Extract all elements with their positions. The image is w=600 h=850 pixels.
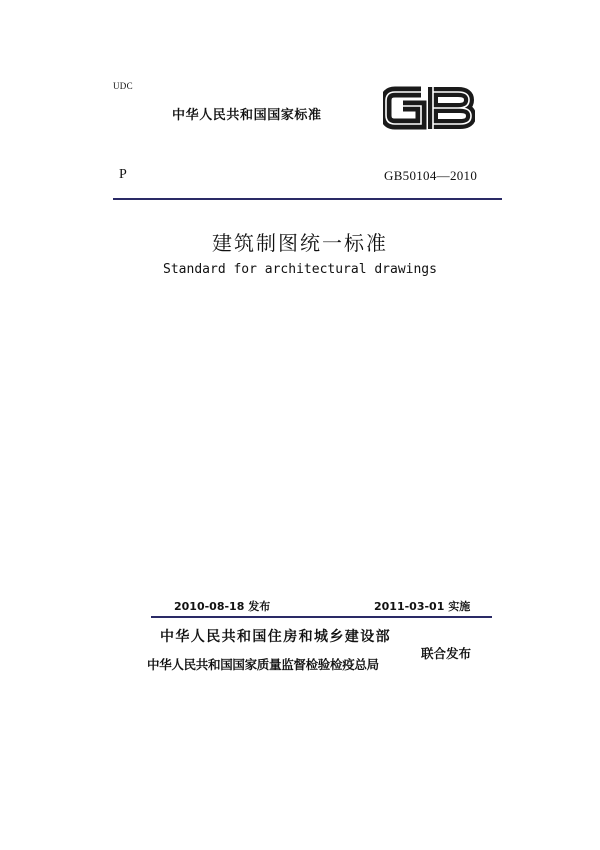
publisher-agency: 中华人民共和国国家质量监督检验检疫总局 bbox=[147, 657, 379, 672]
issue-date: 2010-08-18 发布 bbox=[174, 600, 271, 613]
classification-code: P bbox=[119, 167, 127, 182]
publisher-ministry: 中华人民共和国住房和城乡建设部 bbox=[160, 629, 391, 645]
implementation-date: 2011-03-01 实施 bbox=[374, 600, 471, 613]
udc-label: UDC bbox=[113, 81, 133, 91]
header-divider bbox=[113, 198, 502, 200]
title-chinese: 建筑制图统一标准 bbox=[212, 231, 388, 255]
joint-release-label: 联合发布 bbox=[421, 646, 472, 661]
footer-divider bbox=[151, 616, 492, 618]
gb-logo bbox=[383, 84, 475, 132]
national-standard-label: 中华人民共和国国家标准 bbox=[172, 108, 322, 123]
document-number: GB50104—2010 bbox=[384, 168, 478, 183]
title-english: Standard for architectural drawings bbox=[163, 262, 437, 277]
